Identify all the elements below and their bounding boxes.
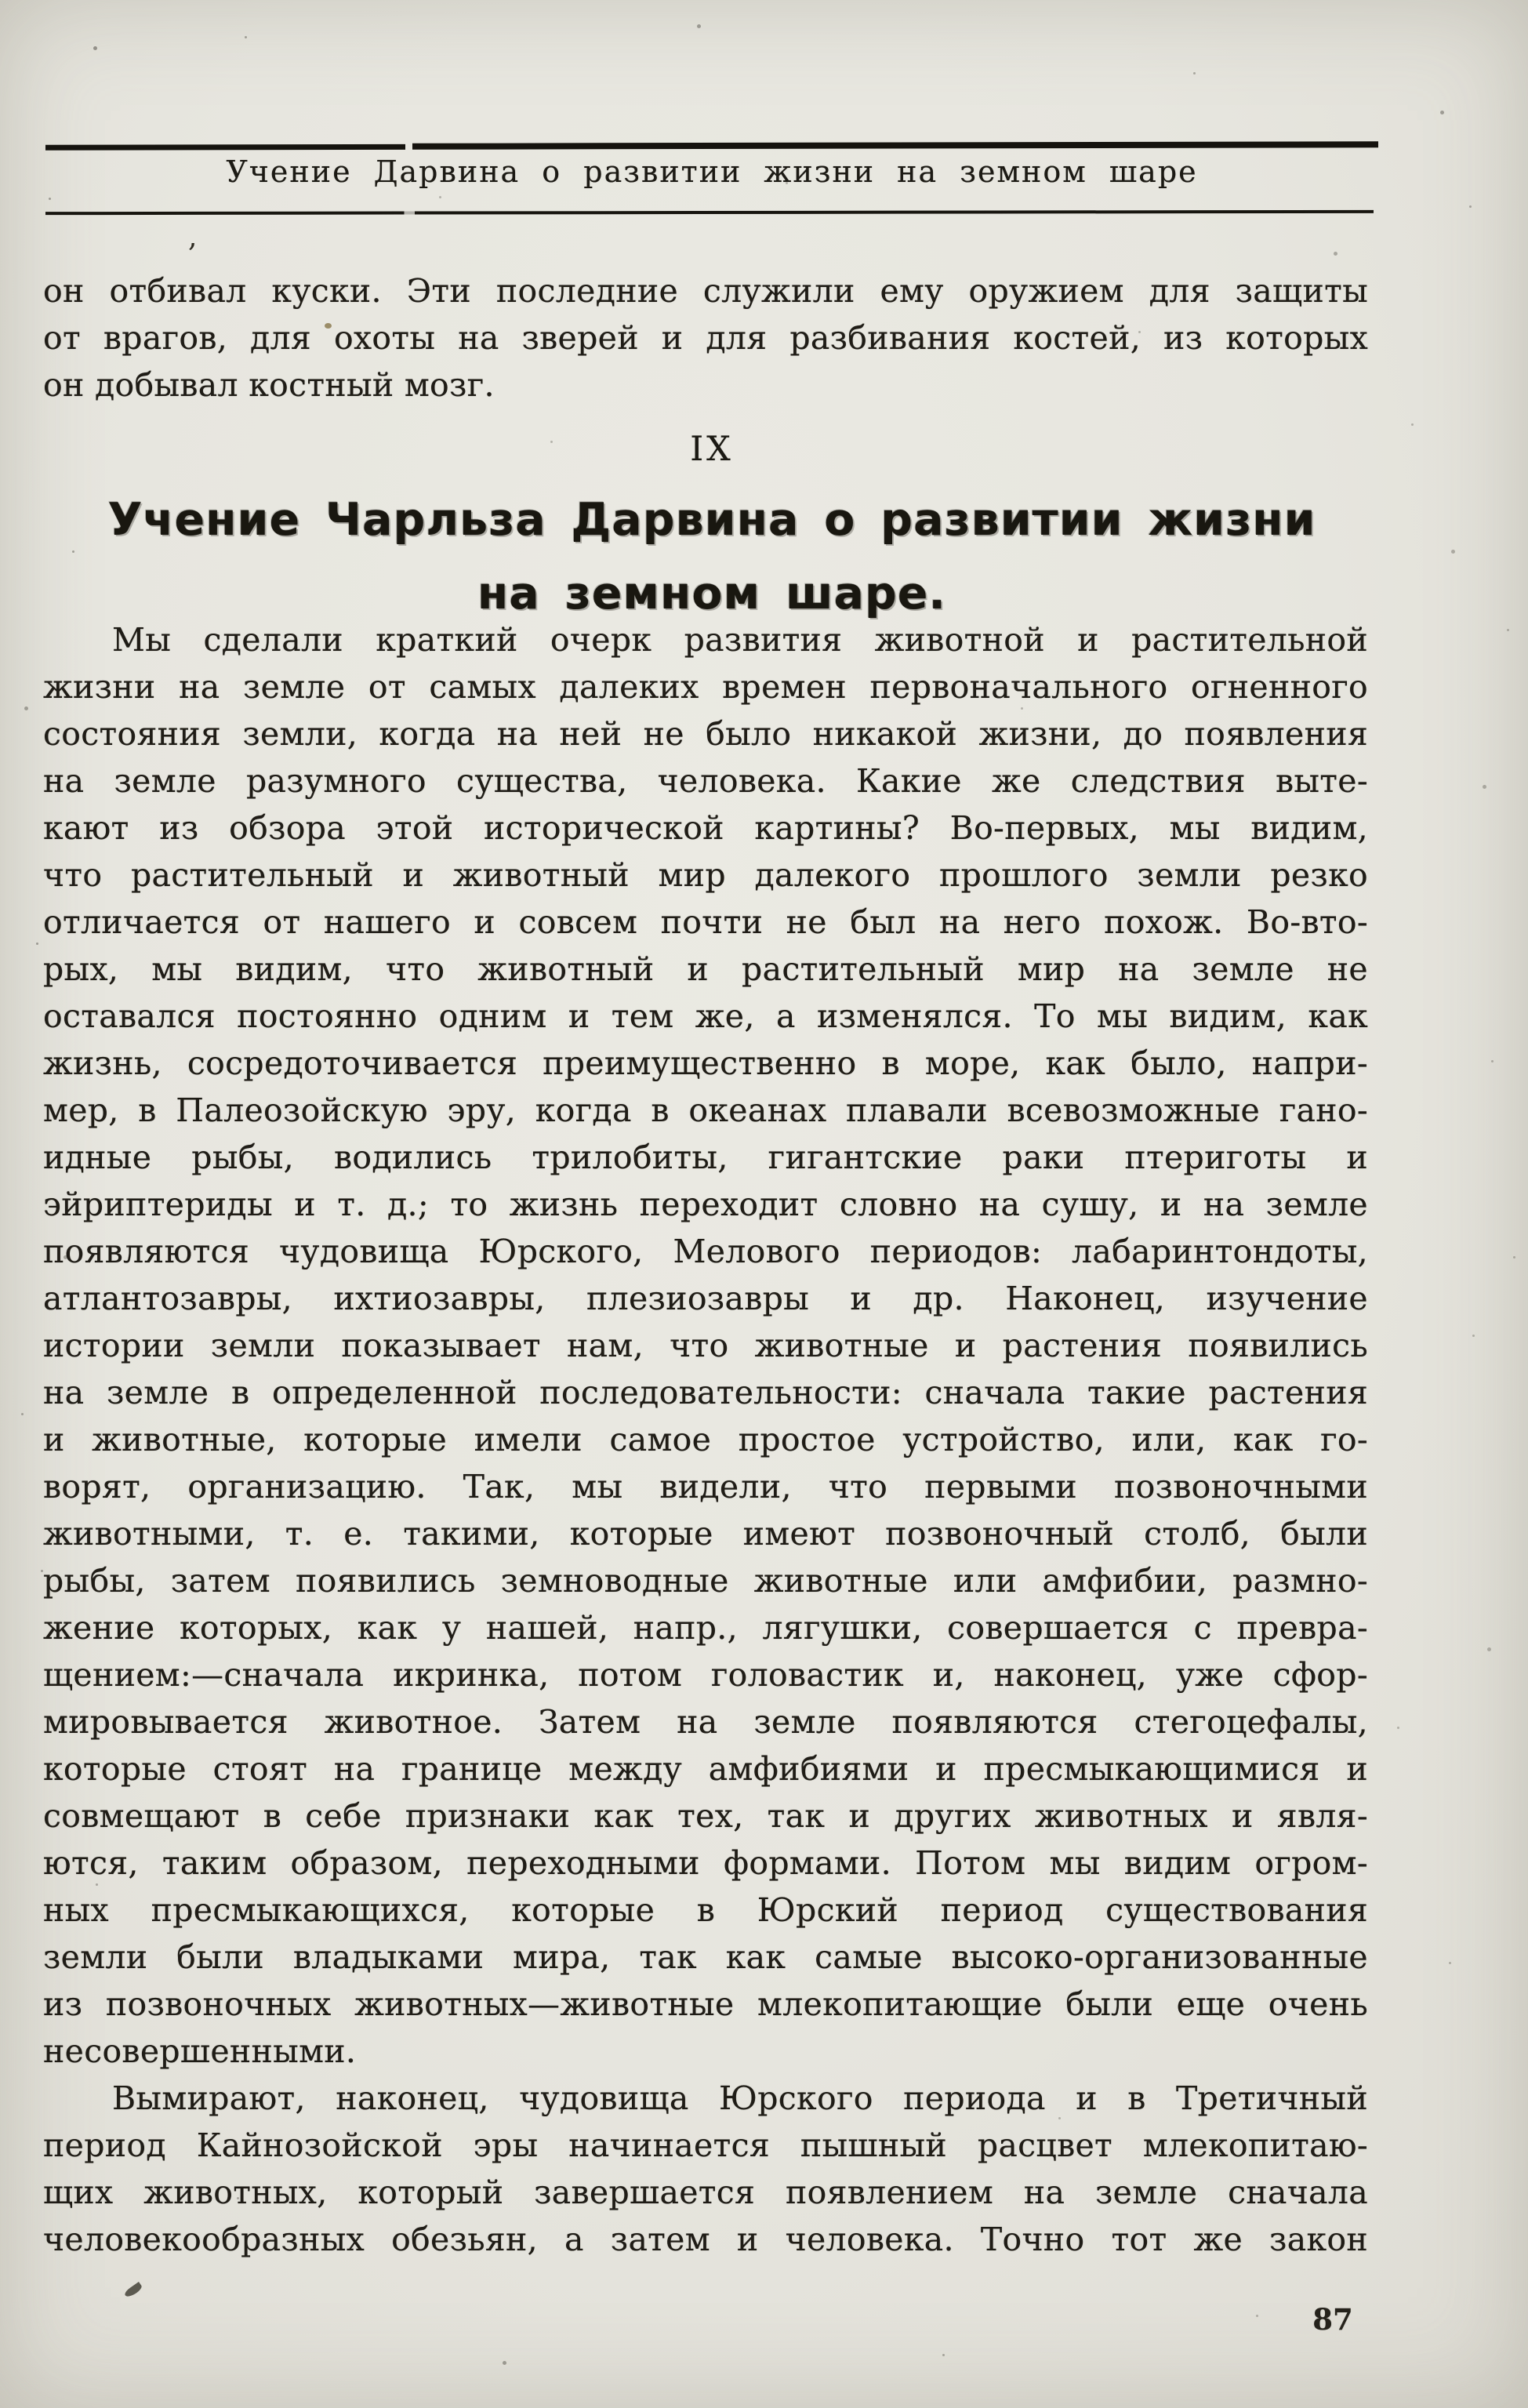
section-title-line-1: Учение Чарльза Дарвина о развитии жизни [107,494,1316,546]
text-line: от врагов, для охоты на зверей и для разбивания костей, из которых [43,319,1368,357]
text-line: жизни на земле от самых далеких времен первоначального огненного [43,668,1368,706]
text-line: и животные, которые имели самое простое устройство, или, как го- [43,1421,1368,1458]
page-number: 87 [1312,2302,1353,2337]
text-line: животными, т. е. такими, которые имеют позвоночный столб, были [43,1515,1368,1553]
text-line: истории земли показывает нам, что животные и растения появились [43,1327,1368,1364]
text-line: ются, таким образом, переходными формами. Потом мы видим огром- [43,1844,1368,1882]
text-line: щих животных, который завершается появлением на земле сначала [43,2174,1368,2211]
header-rule-thin [45,210,1374,215]
text-line: жение которых, как у нашей, напр., лягушки, совершается с превра- [43,1609,1368,1647]
text-line: Вымирают, наконец, чудовища Юрского периода и в Третичный [112,2079,1368,2117]
text-line: на земле разумного существа, человека. Какие же следствия выте- [43,762,1368,800]
text-line: которые стоят на границе между амфибиями и пресмыкающимися и [43,1750,1368,1788]
text-line: ных пресмыкающихся, которые в Юрский период существования [43,1891,1368,1929]
text-line: эйриптериды и т. д.; то жизнь переходит словно на сушу, и на земле [43,1186,1368,1223]
text-line: Мы сделали краткий очерк развития животной и растительной [112,621,1368,659]
text-line: идные рыбы, водились трилобиты, гигантские раки птериготы и [43,1139,1368,1176]
text-line: он отбивал куски. Эти последние служили ему оружием для защиты [43,272,1368,310]
text-line: атлантозавры, ихтиозавры, плезиозавры и др. Наконец, изучение [43,1280,1368,1317]
text-line: мировывается животное. Затем на земле появляются стегоцефалы, [43,1703,1368,1741]
text-line: он добывал костный мозг. [43,366,495,404]
text-line: несовершенными. [43,2032,357,2070]
running-header: Учение Дарвина о развитии жизни на земном шаре [226,154,1198,189]
text-line: из позвоночных животных—животные млекопитающие были еще очень [43,1985,1368,2023]
intro-paragraph [43,267,1368,409]
text-line: на земле в определенной последовательности: сначала такие растения [43,1374,1368,1411]
text-line: совмещают в себе признаки как тех, так и других животных и явля- [43,1797,1368,1835]
text-line: ворят, организацию. Так, мы видели, что первыми позвоночными [43,1468,1368,1505]
body-text [43,616,1368,2263]
text-line: рыбы, затем появились земноводные животные или амфибии, размно- [43,1562,1368,1600]
text-line: щением:—сначала икринка, потом головастик и, наконец, уже сфор- [43,1656,1368,1694]
section-number: IX [690,430,734,469]
text-line: жизнь, сосредоточивается преимущественно в море, как было, напри- [43,1044,1368,1082]
ink-speck-mark [188,221,197,253]
text-line: отличается от нашего и совсем почти не был на него похож. Во-вто- [43,903,1368,941]
text-line: кают из обзора этой исторической картины? Во-первых, мы видим, [43,809,1368,847]
paper-speckles [0,0,2,2]
text-line: период Кайнозойской эры начинается пышный расцвет млекопитаю- [43,2127,1368,2164]
text-line: рых, мы видим, что животный и растительный мир на земле не [43,950,1368,988]
text-line: что растительный и животный мир далекого прошлого земли резко [43,856,1368,894]
section-title-line-2: на земном шаре. [477,568,947,619]
text-line: появляются чудовища Юрского, Мелового периодов: лабаринтондоты, [43,1233,1368,1270]
body-paragraph-2 [43,2075,1368,2263]
text-line: оставался постоянно одним и тем же, а изменялся. То мы видим, как [43,997,1368,1035]
header-rule-segment-right [412,141,1378,150]
body-paragraph-1 [43,616,1368,2075]
section-title [45,483,1378,630]
header-rule-segment-left [45,144,405,151]
text-line: земли были владыками мира, так как самые высоко-организованные [43,1938,1368,1976]
text-line: состояния земли, когда на ней не было никакой жизни, до появления [43,715,1368,753]
text-line: мер, в Палеозойскую эру, когда в океанах плавали всевозможные гано- [43,1091,1368,1129]
ink-smudge [123,2282,143,2299]
header-rule-thick [45,142,1378,151]
text-line: человекообразных обезьян, а затем и человека. Точно тот же закон [43,2221,1368,2258]
